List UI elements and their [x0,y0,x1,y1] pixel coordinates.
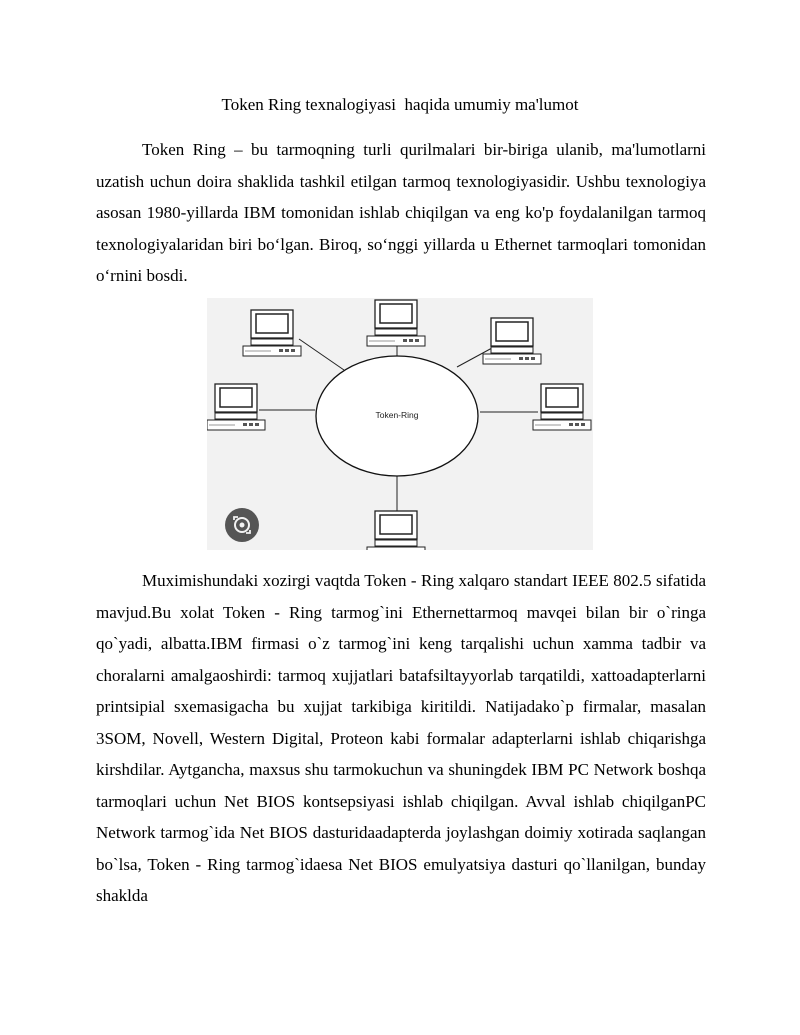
ring-label: Token-Ring [375,410,419,420]
token-ring-diagram [207,298,593,550]
computer-icon [367,300,425,346]
document-title: Token Ring texnalogiyasi haqida umumiy ma'lumot [221,95,579,114]
computer-icon [367,511,425,550]
computer-icon [243,310,301,356]
computer-icon [483,318,541,364]
paragraph-standard: Muximishundaki xozirgi vaqtda Token - Ring xalqaro standart IEEE 802.5 sifatida mavjud.Bu xolat Token - Ring tarmog`ini Ethernettarmoq mavqei bilan bir o`ringa qo`yadi, albatta.IBM firmasi o`z tarmog`ini keng tarqalishi uchun xamma tadbir va choralarni amalgaoshirdi: tarmoq xujjatlari batafsiltayyorlab tarqatildi, xattoadapterlarni printsipial sxemasigacha bu xujjat tarkibiga kiritildi. Natijadako`p firmalar, masalan 3SOM, Novell, Western Digital, Proteon kabi formalar adapterlarni ishlab chiqarishga kirshdilar. Aytgancha, maxsus shu tarmokuchun va shuningdek IBM PC Network boshqa tarmoqlari uchun Net BIOS kontsepsiyasi ishlab chiqilgan. Avval ishlab chiqilganPC Network tarmog`ida Net BIOS dasturidaadapterda joylashgan doimiy xotirada saqlangan bo`lsa, Token - Ring tarmog`idaesa Net BIOS emulyatsiya dasturi qo`llanilgan, bunday shaklda [96,571,706,905]
lens-icon [225,508,259,542]
computer-icon [207,384,265,430]
paragraph-intro: Token Ring – bu tarmoqning turli qurilmalari bir-biriga ulanib, ma'lumotlarni uzatish uchun doira shaklida tashkil etilgan tarmoq texnologiyasidir. Ushbu texnologiya asosan 1980-yillarda IBM tomonidan ishlab chiqilgan va eng ko'p foydalanilgan tarmoq texnologiyalaridan biri bo‘lgan. Biroq, so‘nggi yillarda u Ethernet tarmoqlari tomonidan o‘rnini bosdi. [96,140,706,285]
computer-icon [533,384,591,430]
